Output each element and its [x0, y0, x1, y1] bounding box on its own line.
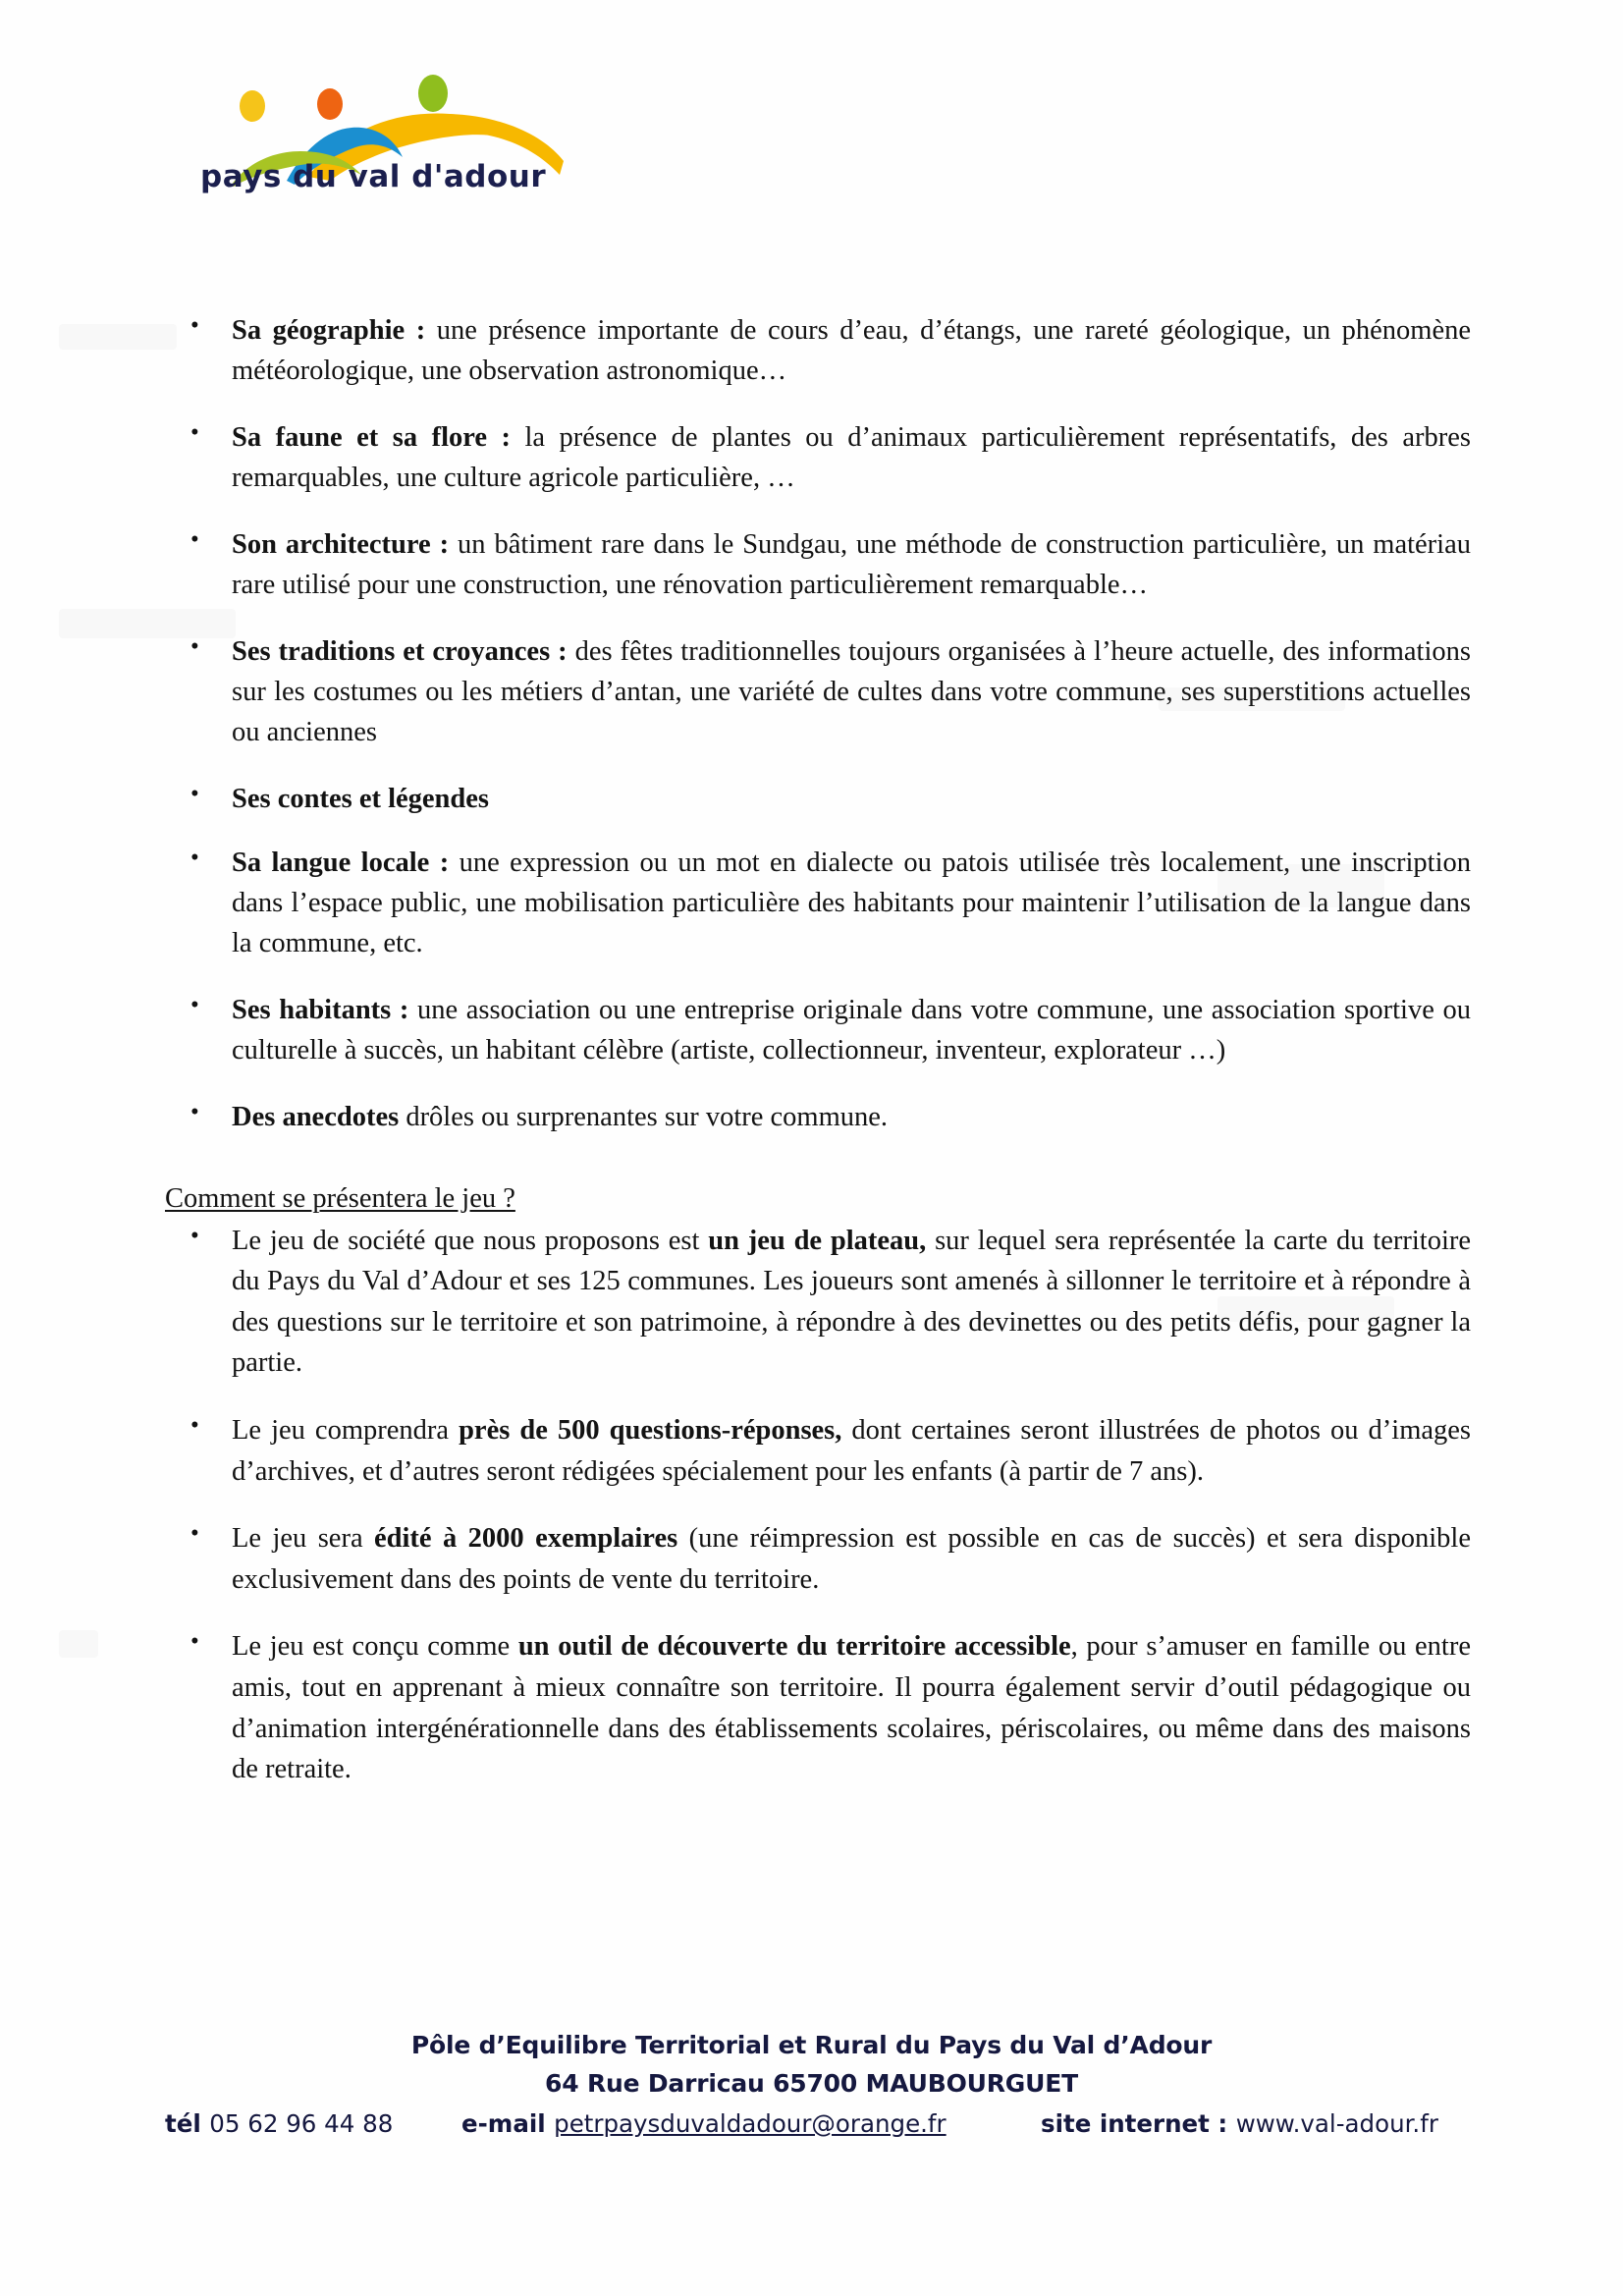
list-item	[165, 1518, 1471, 1600]
bullet-bold: un jeu de plateau,	[708, 1225, 927, 1256]
bullet-lead: Ses contes et légendes	[232, 784, 489, 815]
bullet-text: une association ou une entreprise originale dans votre commune, une association sportive ou culturelle à succès, un habitant célèbre (artiste, collectionneur, inventeur, explorateur …)	[232, 995, 1471, 1066]
bullet-text: une présence importante de cours d’eau, d’étangs, une rareté géologique, un phénomène météorologique, une observation astronomique…	[232, 315, 1471, 387]
scan-artifact	[59, 324, 177, 350]
list-item	[165, 843, 1471, 963]
footer-address: 64 Rue Darricau 65700 MAUBOURGUET	[545, 2069, 1078, 2098]
list-item	[165, 1221, 1471, 1384]
list-item	[165, 631, 1471, 752]
footer-contacts	[0, 2109, 1623, 2159]
bullet-pre: Le jeu sera	[232, 1523, 375, 1555]
theme-bullet-list	[165, 310, 1471, 1138]
footer-email	[461, 2109, 947, 2138]
bullet-pre: Le jeu est conçu comme	[232, 1631, 518, 1663]
list-item	[165, 1410, 1471, 1492]
bullet-bold: près de 500 questions-réponses,	[459, 1414, 842, 1446]
logo-wordmark: pays du val d'adour	[200, 159, 547, 194]
bullet-lead: Sa faune et sa flore :	[232, 422, 511, 454]
bullet-lead: Sa géographie :	[232, 315, 426, 346]
site-url[interactable]: www.val-adour.fr	[1235, 2109, 1438, 2138]
bullet-post: (une réimpression est possible en cas de succès) et sera disponible exclusivement dans des points de vente du territoire.	[232, 1523, 1471, 1595]
list-item	[165, 524, 1471, 605]
bullet-post: sur lequel sera représentée la carte du territoire du Pays du Val d’Adour et ses 125 communes. Les joueurs sont amenés à sillonner le territoire et à répondre à des questions sur le territoire et son patrimoine, à répondre à des devinettes ou des petits défis, pour gagner la partie.	[232, 1225, 1472, 1379]
game-description-list	[165, 1221, 1471, 1790]
page-footer	[0, 2031, 1623, 2159]
list-item	[165, 779, 1471, 819]
scan-artifact	[59, 1630, 98, 1658]
bullet-text: la présence de plantes ou d’animaux particulièrement représentatifs, des arbres remarquables, une culture agricole particulière, …	[232, 422, 1471, 494]
bullet-bold: un outil de découverte du territoire accessible	[517, 1631, 1071, 1663]
list-item	[165, 990, 1471, 1070]
logo-pays-du-val-dadour	[192, 67, 605, 194]
bullet-post: dont certaines seront illustrées de photos ou d’images d’archives, et d’autres seront rédigées spécialement pour les enfants (à partir de 7 ans).	[232, 1414, 1472, 1487]
email-label: e-mail	[461, 2109, 555, 2138]
tel-number: 05 62 96 44 88	[209, 2109, 394, 2138]
logo-dot-green-icon	[418, 75, 448, 112]
bullet-lead: Des anecdotes	[232, 1102, 400, 1133]
bullet-lead: Ses traditions et croyances :	[232, 636, 568, 668]
footer-telephone	[165, 2109, 393, 2138]
bullet-lead: Son architecture :	[232, 529, 450, 561]
bullet-text: une expression ou un mot en dialecte ou patois utilisée très localement, une inscription dans l’espace public, une mobilisation particulière des habitants pour maintenir l’utilisation de la langue dans la commune, etc.	[232, 847, 1472, 959]
logo-dot-yellow-icon	[240, 90, 265, 122]
list-item	[165, 1626, 1471, 1789]
bullet-pre: Le jeu comprendra	[232, 1414, 460, 1446]
bullet-post: , pour s’amuser en famille ou entre amis, tout en apprenant à mieux connaître son territoire. Il pourra également servir d’outil pédagogique ou d’animation intergénérationnelle dans des établissements scolaires, périscolaires, ou même dans des maisons de retraite.	[232, 1631, 1471, 1785]
section-heading-text: Comment se présentera le jeu ?	[165, 1182, 515, 1214]
section-heading	[165, 1183, 1471, 1215]
list-item	[165, 417, 1471, 498]
bullet-lead: Sa langue locale :	[232, 847, 450, 879]
footer-website	[1041, 2109, 1438, 2138]
email-link[interactable]: petrpaysduvaldadour@orange.fr	[554, 2109, 947, 2138]
bullet-text: des fêtes traditionnelles toujours organisées à l’heure actuelle, des informations sur les costumes ou les métiers d’antan, une variété de cultes dans votre commune, ses superstitions actuelles ou anciennes	[232, 636, 1471, 748]
tel-label: tél	[165, 2109, 210, 2138]
list-item	[165, 310, 1471, 391]
bullet-text: un bâtiment rare dans le Sundgau, une méthode de construction particulière, un matériau rare utilisé pour une construction, une rénovation particulièrement remarquable…	[232, 529, 1471, 601]
bullet-text: drôles ou surprenantes sur votre commune.	[399, 1102, 889, 1133]
list-item	[165, 1097, 1471, 1137]
footer-org-name: Pôle d’Equilibre Territorial et Rural du Pays du Val d’Adour	[410, 2031, 1213, 2059]
bullet-pre: Le jeu de société que nous proposons est	[232, 1225, 709, 1256]
logo-dot-orange-icon	[317, 88, 343, 120]
bullet-lead: Ses habitants :	[232, 995, 409, 1026]
logo-graphic-icon	[192, 67, 605, 194]
bullet-bold: édité à 2000 exemplaires	[374, 1523, 678, 1555]
document-content	[165, 310, 1471, 1817]
site-label: site internet :	[1041, 2109, 1236, 2138]
